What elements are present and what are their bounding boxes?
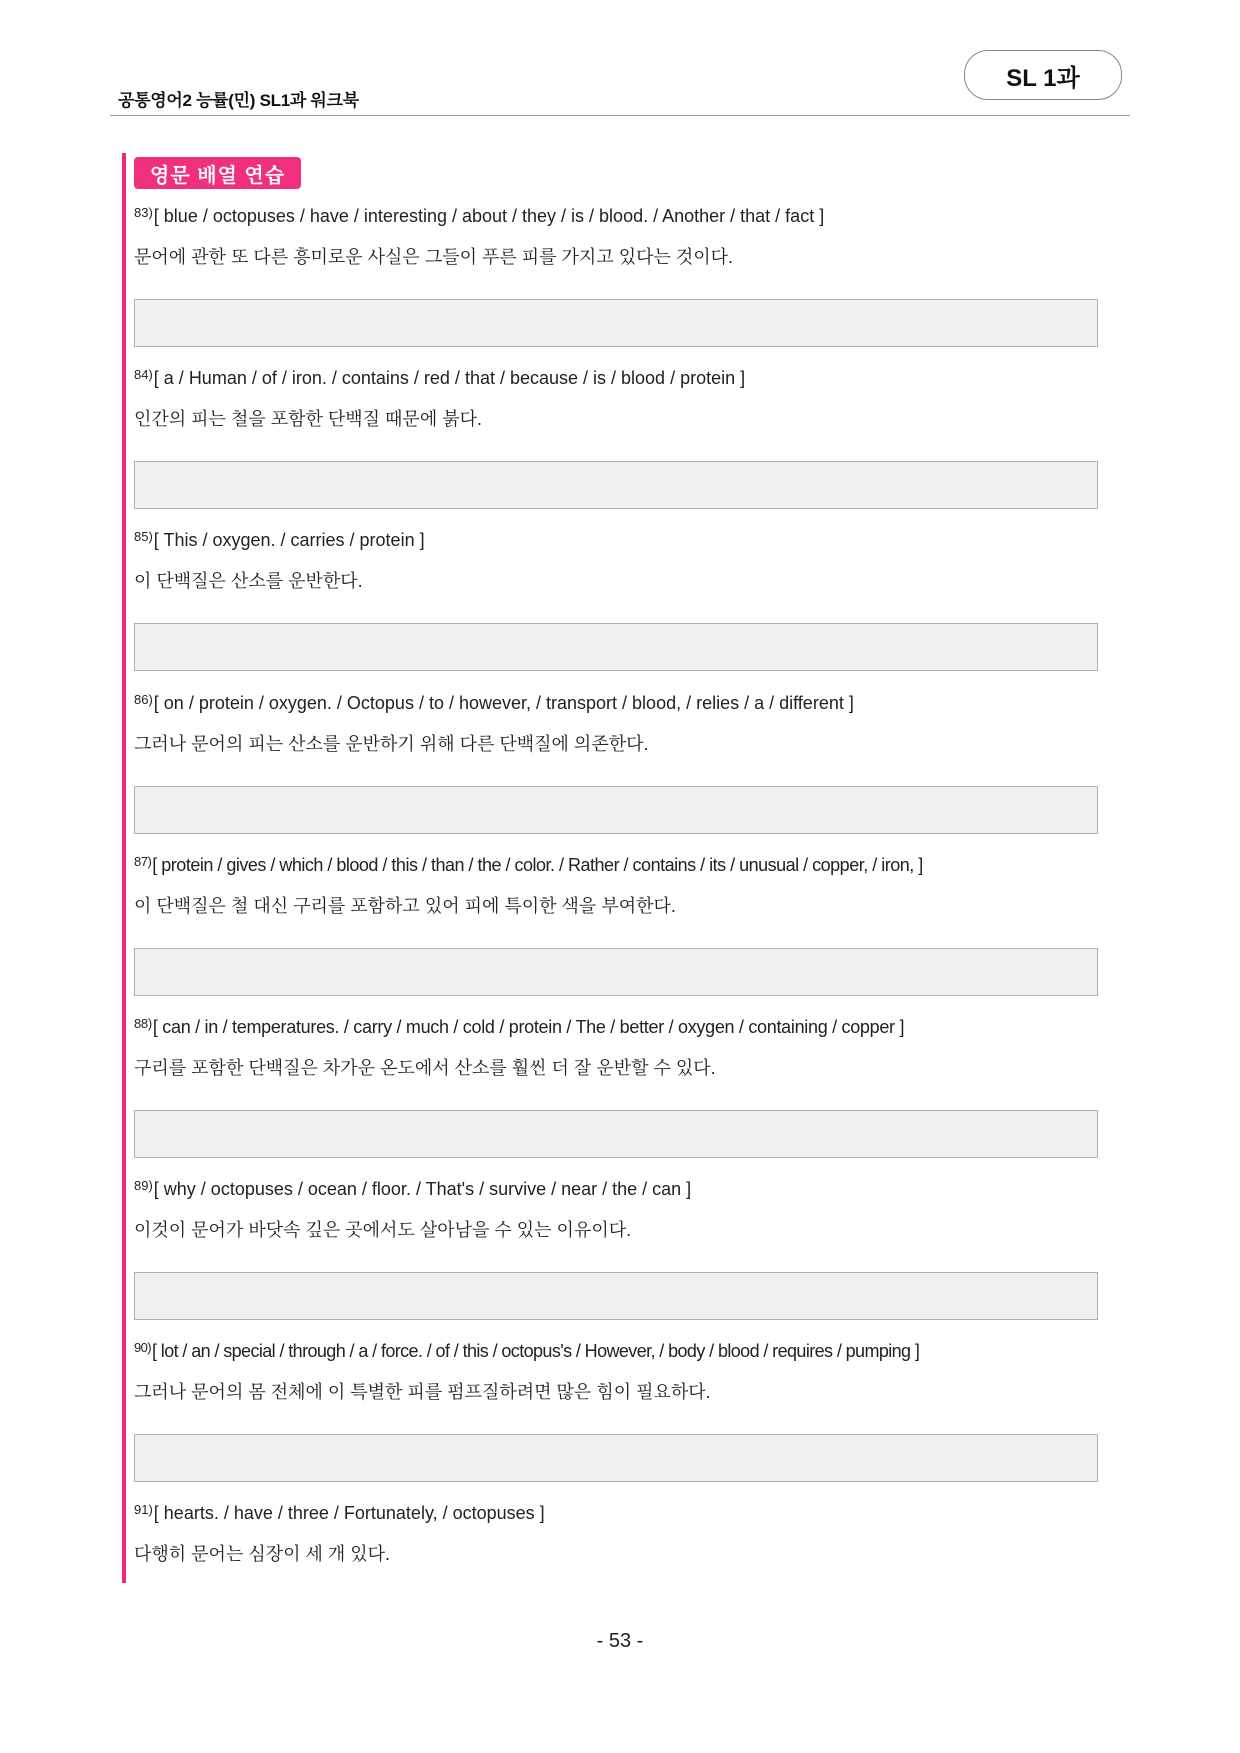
question-number: 86) bbox=[134, 692, 153, 707]
unit-badge: SL 1과 bbox=[964, 50, 1122, 100]
question-item bbox=[134, 849, 1104, 919]
question-item bbox=[134, 362, 1104, 432]
korean-translation: 이 단백질은 철 대신 구리를 포함하고 있어 피에 특이한 색을 부여한다. bbox=[134, 896, 676, 916]
word-list: [ hearts. / have / three / Fortunately, / octopuses ] bbox=[153, 1503, 545, 1523]
scrambled-words bbox=[134, 1173, 1104, 1199]
page-number: - 53 - bbox=[596, 1630, 644, 1652]
scrambled-words bbox=[134, 524, 1104, 550]
word-list: [ This / oxygen. / carries / protein ] bbox=[153, 530, 425, 550]
answer-box[interactable] bbox=[134, 623, 1098, 671]
korean-translation: 구리를 포함한 단백질은 차가운 온도에서 산소를 훨씬 더 잘 운반할 수 있다. bbox=[134, 1058, 716, 1078]
scrambled-words bbox=[134, 1497, 1104, 1523]
section-label: 영문 배열 연습 bbox=[134, 157, 301, 189]
question-item bbox=[134, 524, 1104, 594]
word-list: [ on / protein / oxygen. / Octopus / to / however, / transport / blood, / relies / a / different ] bbox=[153, 693, 854, 713]
question-number: 84) bbox=[134, 367, 153, 382]
answer-box[interactable] bbox=[134, 948, 1098, 996]
scrambled-words bbox=[134, 362, 1104, 388]
question-item bbox=[134, 1011, 1104, 1081]
question-number: 90) bbox=[134, 1340, 151, 1355]
word-list: [ blue / octopuses / have / interesting / about / they / is / blood. / Another / that / fact ] bbox=[153, 206, 825, 226]
korean-translation: 그러나 문어의 몸 전체에 이 특별한 피를 펌프질하려면 많은 힘이 필요하다. bbox=[134, 1382, 711, 1402]
question-number: 87) bbox=[134, 854, 152, 869]
question-item bbox=[134, 200, 1104, 270]
scrambled-words bbox=[134, 687, 1104, 713]
workbook-title: 공통영어2 능률(민) SL1과 워크북 bbox=[118, 91, 359, 110]
question-number: 91) bbox=[134, 1502, 153, 1517]
word-list: [ protein / gives / which / blood / this / than / the / color. / Rather / contains / its / unusual / copper, / iron, ] bbox=[152, 855, 923, 875]
word-list: [ can / in / temperatures. / carry / much / cold / protein / The / better / oxygen / containing / copper ] bbox=[152, 1017, 905, 1037]
question-item bbox=[134, 1173, 1104, 1243]
answer-box[interactable] bbox=[134, 1434, 1098, 1482]
scrambled-words bbox=[134, 1011, 1104, 1037]
korean-translation: 그러나 문어의 피는 산소를 운반하기 위해 다른 단백질에 의존한다. bbox=[134, 734, 649, 754]
question-number: 88) bbox=[134, 1016, 152, 1031]
korean-translation: 인간의 피는 철을 포함한 단백질 때문에 붉다. bbox=[134, 409, 482, 429]
question-number: 83) bbox=[134, 205, 153, 220]
word-list: [ a / Human / of / iron. / contains / red / that / because / is / blood / protein ] bbox=[153, 368, 746, 388]
question-item bbox=[134, 1335, 1104, 1405]
answer-box[interactable] bbox=[134, 1110, 1098, 1158]
korean-translation: 이것이 문어가 바닷속 깊은 곳에서도 살아남을 수 있는 이유이다. bbox=[134, 1220, 632, 1240]
word-list: [ lot / an / special / through / a / force. / of / this / octopus's / However, / body / blood / requires / pumping ] bbox=[152, 1341, 920, 1361]
section-accent-bar bbox=[122, 153, 126, 1583]
korean-translation: 다행히 문어는 심장이 세 개 있다. bbox=[134, 1544, 391, 1564]
korean-translation: 이 단백질은 산소를 운반한다. bbox=[134, 571, 363, 591]
korean-translation: 문어에 관한 또 다른 흥미로운 사실은 그들이 푸른 피를 가지고 있다는 것이다. bbox=[134, 247, 734, 267]
question-item bbox=[134, 1497, 1104, 1567]
word-list: [ why / octopuses / ocean / floor. / That's / survive / near / the / can ] bbox=[153, 1179, 692, 1199]
answer-box[interactable] bbox=[134, 299, 1098, 347]
question-item bbox=[134, 687, 1104, 757]
question-number: 85) bbox=[134, 529, 153, 544]
answer-box[interactable] bbox=[134, 786, 1098, 834]
scrambled-words bbox=[134, 849, 1104, 875]
answer-box[interactable] bbox=[134, 1272, 1098, 1320]
header-divider bbox=[110, 115, 1130, 116]
scrambled-words bbox=[134, 1335, 1104, 1361]
question-number: 89) bbox=[134, 1178, 153, 1193]
answer-box[interactable] bbox=[134, 461, 1098, 509]
scrambled-words bbox=[134, 200, 1104, 226]
